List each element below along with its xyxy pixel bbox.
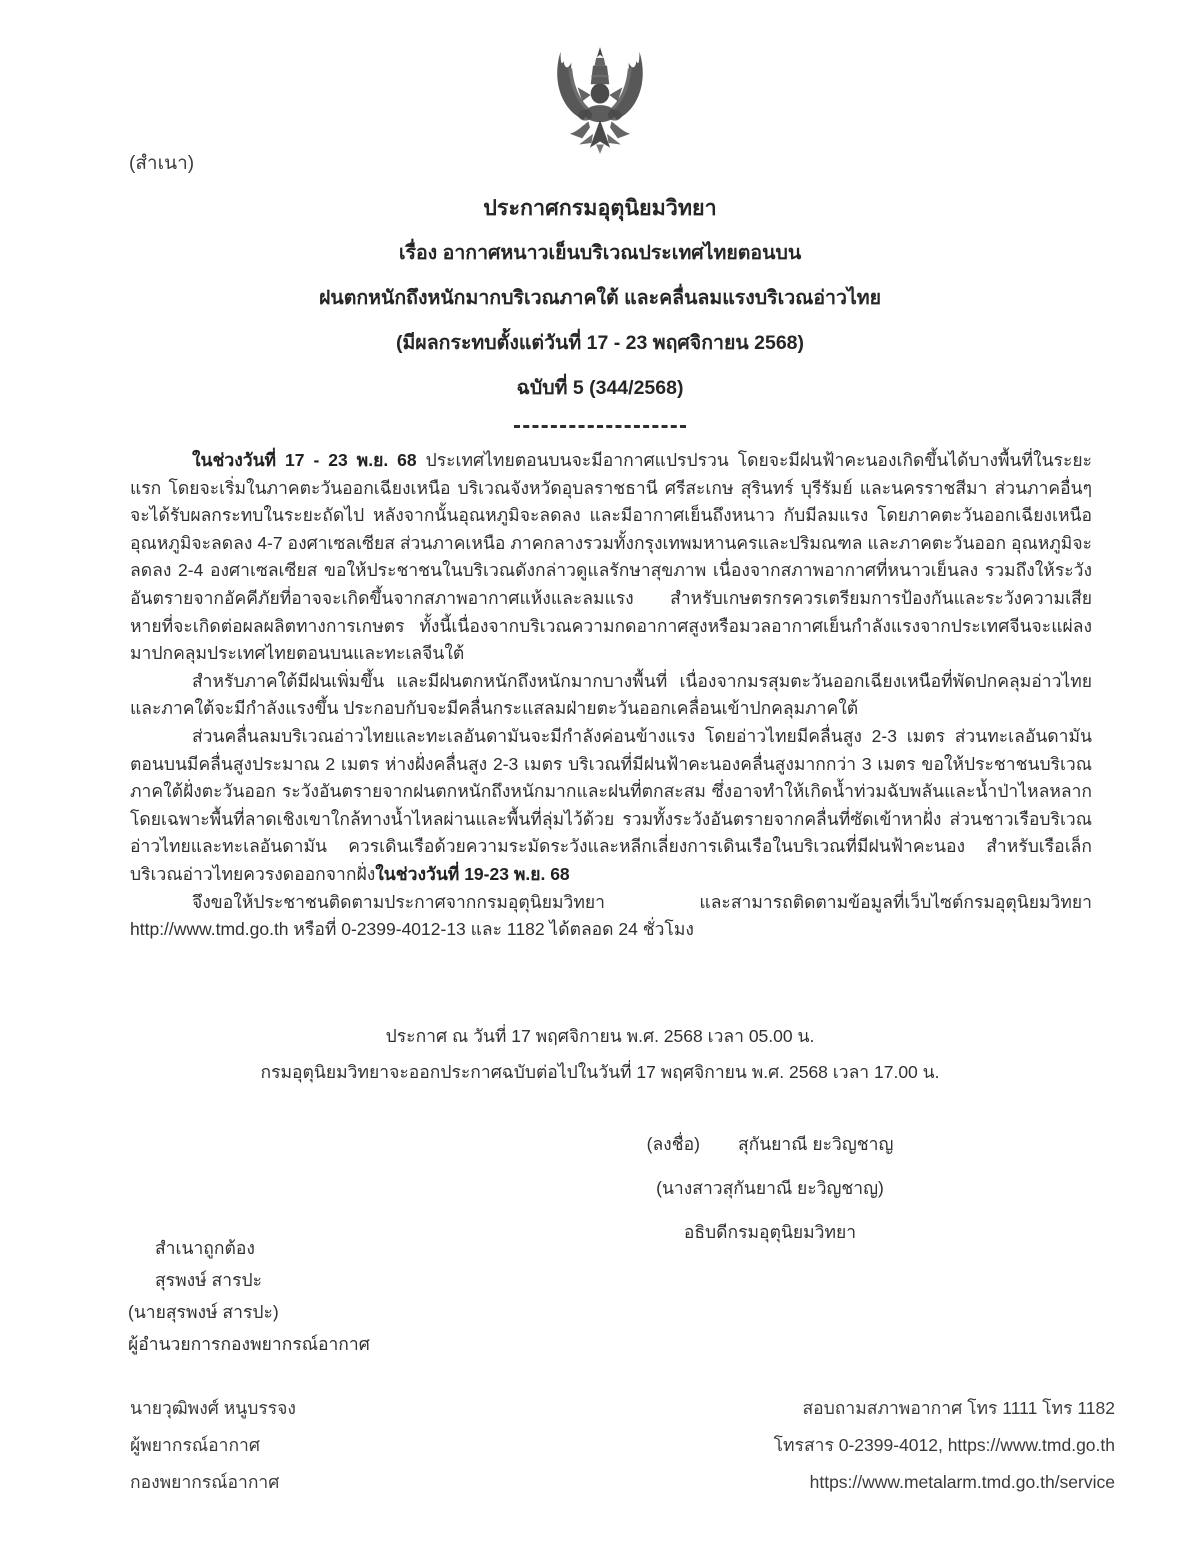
- signed-label: (ลงชื่อ): [646, 1134, 700, 1154]
- contact-alert-website-line: https://www.metalarm.tmd.go.th/service: [809, 1472, 1115, 1492]
- effective-date-line: (มีผลกระทบตั้งแต่วันที่ 17 - 23 พฤศจิกายน 2568): [395, 332, 805, 354]
- contact-phone-line: สอบถามสภาพอากาศ โทร 1111 โทร 1182: [802, 1398, 1115, 1418]
- issue-number-line: ฉบับที่ 5 (344/2568): [516, 377, 684, 399]
- paragraph-southern-rain: สำหรับภาคใต้มีฝนเพิ่มขึ้น และมีฝนตกหนักถึงหนักมากบางพื้นที่ เนื่องจากมรสุมตะวันออกเฉียงเหนือที่พัดปกคลุมอ่าวไทยและภาคใต้จะมีกำลังแรงขึ้น ประกอบกับจะมีคลื่นกระแสลมฝ่ายตะวันออกเคลื่อนเข้าปกคลุมภาคใต้: [130, 670, 1092, 719]
- certifier-signature-name: สุรพงษ์ สารปะ: [155, 1270, 262, 1290]
- bold-date-range-19-23: ในช่วงวันที่ 19-23 พ.ย. 68: [375, 863, 570, 884]
- copy-label: (สำเนา): [129, 153, 195, 174]
- contact-fax-website-line: โทรสาร 0-2399-4012, https://www.tmd.go.th: [773, 1435, 1115, 1455]
- subject-line-1: เรื่อง อากาศหนาวเย็นบริเวณประเทศไทยตอนบน: [398, 242, 802, 264]
- document-header: [0, 186, 1200, 428]
- subject-line-2: ฝนตกหนักถึงหนักมากบริเวณภาคใต้ และคลื่นลมแรงบริเวณอ่าวไทย: [318, 287, 882, 309]
- paragraph-upper-thailand-text: ประเทศไทยตอนบนจะมีอากาศแปรปรวน โดยจะมีฝนฟ้าคะนองเกิดขึ้นได้บางพื้นที่ในระยะแรก โดยจะเริ่มในภาคตะวันออกเฉียงเหนือ บริเวณจังหวัดอุบลราชธานี ศรีสะเกษ สุรินทร์ บุรีรัมย์ และนครราชสีมา ส่วนภาคอื่นๆ จะได้รับผลกระทบในระยะถัดไป หลังจากนั้นอุณหภูมิจะลดลง และมีอากาศเย็นถึงหนาว กับมีลมแรง โดยภาคตะวันออกเฉียงเหนือ อุณหภูมิจะลดลง 4-7 องศาเซลเซียส ส่วนภาคเหนือ ภาคกลางรวมทั้งกรุงเทพมหานครและปริมณฑล และภาคตะวันออก อุณหภูมิจะลดลง 2-4 องศาเซลเซียส ขอให้ประชาชนในบริเวณดังกล่าวดูแลรักษาสุขภาพ เนื่องจากสภาพอากาศที่หนาวเย็นลง รวมถึงให้ระวังอันตรายจากอัคคีภัยที่อาจจะเกิดขึ้นจากสภาพอากาศแห้งและลมแรง สำหรับเกษตรกรควรเตรียมการป้องกันและระวังความเสียหายที่จะเกิดต่อผลผลิตทางการเกษตร ทั้งนี้เนื่องจากบริเวณความกดอากาศสูงหรือมวลอากาศเย็นกำลังแรงจากประเทศจีนจะแผ่ลงมาปกคลุมประเทศไทยตอนบนและทะเลจีนใต้: [130, 450, 1092, 664]
- garuda-emblem-icon: [542, 36, 658, 168]
- paragraph-sea-waves-warning: [130, 723, 1092, 889]
- next-issue-line: กรมอุตุนิยมวิทยาจะออกประกาศฉบับต่อไปในวันที่ 17 พฤศจิกายน พ.ศ. 2568 เวลา 17.00 น.: [260, 1062, 940, 1082]
- signature-row: [575, 1122, 965, 1166]
- signer-full-name: (นางสาวสุกันยาณี ยะวิญชาญ): [656, 1178, 884, 1198]
- document-body: [130, 447, 1092, 944]
- certifier-full-name: (นายสุรพงษ์ สารปะ): [128, 1302, 279, 1322]
- signer-title: อธิบดีกรมอุตุนิยมวิทยา: [683, 1222, 857, 1242]
- footer-forecaster-block: [130, 1390, 296, 1501]
- announcement-datetime-block: [0, 1018, 1200, 1090]
- bold-date-range-17-23: ในช่วงวันที่ 17 - 23 พ.ย. 68: [192, 450, 417, 470]
- certified-copy-block: [128, 1232, 370, 1360]
- paragraph-sea-waves-text: ส่วนคลื่นลมบริเวณอ่าวไทยและทะเลอันดามันจะมีกำลังค่อนข้างแรง โดยอ่าวไทยมีคลื่นสูง 2-3 เมตร ส่วนทะเลอันดามันตอนบนมีคลื่นสูงประมาณ 2 เมตร ห่างฝั่งคลื่นสูง 2-3 เมตร บริเวณที่มีฝนฟ้าคะนองคลื่นสูงมากกว่า 3 เมตร ขอให้ประชาชนบริเวณภาคใต้ฝั่งตะวันออก ระวังอันตรายจากฝนตกหนักถึงหนักมากและฝนที่ตกสะสม ซึ่งอาจทำให้เกิดน้ำท่วมฉับพลันและน้ำป่าไหลหลาก โดยเฉพาะพื้นที่ลาดเชิงเขาใกล้ทางน้ำไหลผ่านและพื้นที่ลุ่มไว้ด้วย รวมทั้งระวังอันตรายจากคลื่นที่ซัดเข้าหาฝั่ง ส่วนชาวเรือบริเวณอ่าวไทยและทะเลอันดามัน ควรเดินเรือด้วยความระมัดระวังและหลีกเลี่ยงการเดินเรือในบริเวณที่มีฝนฟ้าคะนอง สำหรับเรือเล็กบริเวณอ่าวไทยควรงดออกจากฝั่ง: [130, 725, 1092, 884]
- divider-dashes: [514, 425, 686, 428]
- announced-at-line: ประกาศ ณ วันที่ 17 พฤศจิกายน พ.ศ. 2568 เวลา 05.00 น.: [385, 1026, 815, 1046]
- footer-contact-block: [774, 1390, 1115, 1501]
- certified-copy-label: สำเนาถูกต้อง: [155, 1238, 255, 1258]
- signer-name: สุกันยาณี ยะวิญชาญ: [737, 1134, 894, 1154]
- paragraph-upper-thailand-forecast: [130, 447, 1092, 668]
- forecaster-name: นายวุฒิพงศ์ หนูบรรจง: [130, 1398, 296, 1418]
- document-title: ประกาศกรมอุตุนิยมวิทยา: [483, 196, 717, 220]
- forecaster-title: ผู้พยากรณ์อากาศ: [130, 1435, 260, 1455]
- certifier-title: ผู้อำนวยการกองพยากรณ์อากาศ: [128, 1334, 370, 1354]
- paragraph-follow-updates: จึงขอให้ประชาชนติดตามประกาศจากกรมอุตุนิยมวิทยา และสามารถติดตามข้อมูลที่เว็บไซต์กรมอุตุนิยมวิทยา http://www.tmd.go.th หรือที่ 0-2399-4012-13 และ 1182 ได้ตลอด 24 ชั่วโมง: [130, 891, 1092, 940]
- forecaster-division: กองพยากรณ์อากาศ: [130, 1472, 280, 1492]
- signature-block: [575, 1122, 965, 1254]
